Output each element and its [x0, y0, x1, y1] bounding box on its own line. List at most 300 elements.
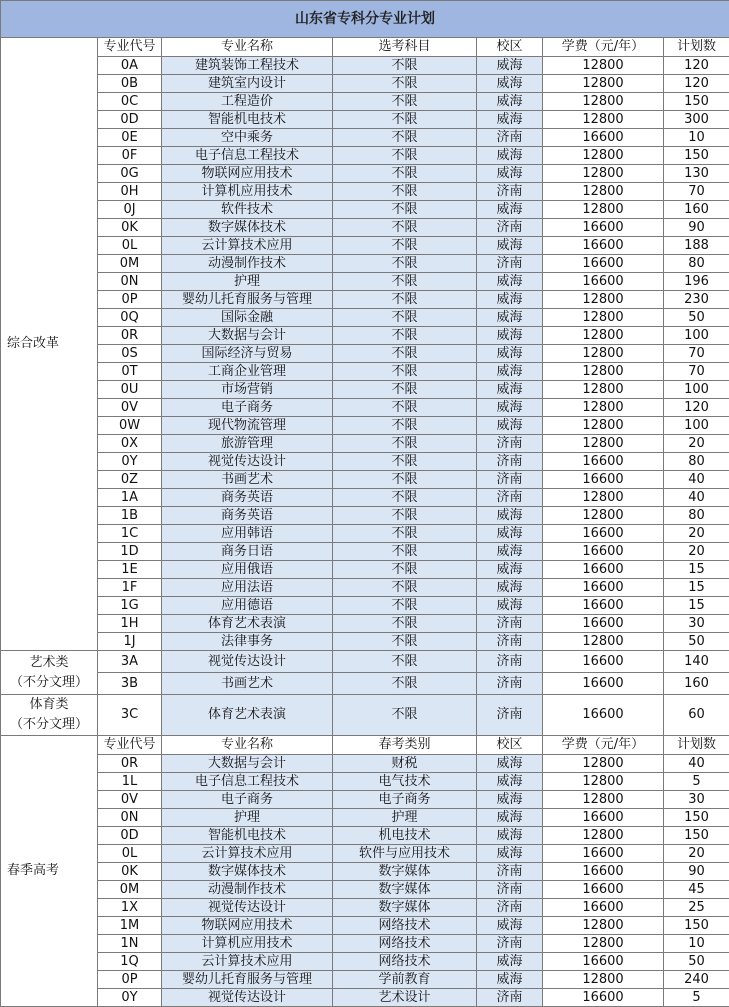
tuition: 12800 [543, 93, 664, 111]
major-name: 商务英语 [162, 489, 333, 507]
subject: 不限 [333, 695, 477, 736]
plan-count: 160 [664, 201, 729, 219]
major-name: 工商企业管理 [162, 363, 333, 381]
group-sport [1, 695, 98, 736]
plan-count: 150 [664, 809, 729, 827]
table-row [1, 345, 729, 363]
major-name: 应用俄语 [162, 561, 333, 579]
subject: 电气技术 [333, 773, 477, 791]
major-name: 电子信息工程技术 [162, 773, 333, 791]
table-row [1, 147, 729, 165]
major-code: 0S [98, 345, 162, 363]
major-code: 1F [98, 579, 162, 597]
major-code: 0B [98, 75, 162, 93]
plan-count: 5 [664, 989, 729, 1007]
table-row [1, 507, 729, 525]
major-code: 0R [98, 755, 162, 773]
table-row [1, 381, 729, 399]
table-row [1, 111, 729, 129]
tuition: 16600 [543, 809, 664, 827]
table-row [1, 543, 729, 561]
group-spring [1, 736, 98, 1007]
subject: 不限 [333, 525, 477, 543]
major-name: 国际金融 [162, 309, 333, 327]
plan-count: 5 [664, 773, 729, 791]
table-row [1, 453, 729, 471]
subject: 不限 [333, 111, 477, 129]
major-code: 0K [98, 863, 162, 881]
tuition: 12800 [543, 399, 664, 417]
major-code: 0C [98, 93, 162, 111]
major-code: 0L [98, 237, 162, 255]
major-name: 体育艺术表演 [162, 615, 333, 633]
tuition: 12800 [543, 183, 664, 201]
plan-count: 10 [664, 129, 729, 147]
tuition: 12800 [543, 363, 664, 381]
table-row [1, 773, 729, 791]
plan-count: 80 [664, 507, 729, 525]
plan-count: 240 [664, 971, 729, 989]
major-name: 电子信息工程技术 [162, 147, 333, 165]
table-row [1, 651, 729, 673]
tuition: 12800 [543, 917, 664, 935]
plan-count: 15 [664, 579, 729, 597]
subject: 数字媒体 [333, 881, 477, 899]
subject: 不限 [333, 183, 477, 201]
major-name: 云计算技术应用 [162, 237, 333, 255]
subject: 不限 [333, 273, 477, 291]
tuition: 16600 [543, 471, 664, 489]
tuition: 16600 [543, 543, 664, 561]
subject: 不限 [333, 435, 477, 453]
tuition: 12800 [543, 971, 664, 989]
plan-count: 15 [664, 597, 729, 615]
campus: 威海 [477, 381, 543, 399]
plan-count: 70 [664, 183, 729, 201]
subject: 不限 [333, 93, 477, 111]
table-row [1, 917, 729, 935]
major-code: 0D [98, 827, 162, 845]
major-name: 护理 [162, 273, 333, 291]
table-row [1, 633, 729, 651]
table-row [1, 327, 729, 345]
column-header: 学费（元/年） [543, 38, 664, 57]
campus: 济南 [477, 989, 543, 1007]
table-row [1, 489, 729, 507]
plan-count: 140 [664, 651, 729, 673]
tuition: 16600 [543, 255, 664, 273]
major-name: 物联网应用技术 [162, 917, 333, 935]
major-code: 0M [98, 881, 162, 899]
major-code: 0K [98, 219, 162, 237]
campus: 济南 [477, 863, 543, 881]
table-row [1, 57, 729, 75]
tuition: 12800 [543, 291, 664, 309]
subject: 不限 [333, 255, 477, 273]
tuition: 12800 [543, 417, 664, 435]
campus: 济南 [477, 129, 543, 147]
table-row [1, 827, 729, 845]
campus: 济南 [477, 633, 543, 651]
major-code: 1G [98, 597, 162, 615]
plan-count: 25 [664, 899, 729, 917]
major-name: 软件技术 [162, 201, 333, 219]
major-name: 市场营销 [162, 381, 333, 399]
column-header: 计划数 [664, 736, 729, 755]
tuition: 12800 [543, 111, 664, 129]
tuition: 12800 [543, 489, 664, 507]
table-row [1, 219, 729, 237]
subject: 数字媒体 [333, 899, 477, 917]
major-name: 物联网应用技术 [162, 165, 333, 183]
campus: 威海 [477, 597, 543, 615]
table-row [1, 363, 729, 381]
major-name: 书画艺术 [162, 471, 333, 489]
major-name: 法律事务 [162, 633, 333, 651]
major-name: 数字媒体技术 [162, 863, 333, 881]
table-row [1, 129, 729, 147]
campus: 济南 [477, 935, 543, 953]
plan-count: 70 [664, 363, 729, 381]
tuition: 16600 [543, 273, 664, 291]
tuition: 12800 [543, 345, 664, 363]
plan-count: 70 [664, 345, 729, 363]
major-code: 0T [98, 363, 162, 381]
campus: 济南 [477, 435, 543, 453]
campus: 济南 [477, 899, 543, 917]
plan-count: 20 [664, 845, 729, 863]
table-row [1, 273, 729, 291]
tuition: 16600 [543, 845, 664, 863]
tuition: 12800 [543, 435, 664, 453]
major-code: 3B [98, 673, 162, 695]
table-row [1, 953, 729, 971]
tuition: 16600 [543, 219, 664, 237]
plan-count: 230 [664, 291, 729, 309]
plan-count: 60 [664, 695, 729, 736]
tuition: 12800 [543, 309, 664, 327]
major-code: 1B [98, 507, 162, 525]
major-code: 0Q [98, 309, 162, 327]
tuition: 16600 [543, 525, 664, 543]
group-art-label: 艺术类 [1, 653, 97, 673]
plan-count: 150 [664, 917, 729, 935]
subject: 不限 [333, 327, 477, 345]
campus: 威海 [477, 507, 543, 525]
tuition: 16600 [543, 579, 664, 597]
tuition: 16600 [543, 453, 664, 471]
subject: 软件与应用技术 [333, 845, 477, 863]
campus: 威海 [477, 773, 543, 791]
subject: 数字媒体 [333, 863, 477, 881]
tuition: 12800 [543, 507, 664, 525]
major-name: 视觉传达设计 [162, 651, 333, 673]
tuition: 12800 [543, 633, 664, 651]
table-row [1, 399, 729, 417]
major-name: 大数据与会计 [162, 327, 333, 345]
tuition: 12800 [543, 165, 664, 183]
major-name: 视觉传达设计 [162, 989, 333, 1007]
major-code: 0A [98, 57, 162, 75]
major-name: 旅游管理 [162, 435, 333, 453]
tuition: 12800 [543, 773, 664, 791]
tuition: 12800 [543, 755, 664, 773]
column-header: 春考类别 [333, 736, 477, 755]
campus: 威海 [477, 111, 543, 129]
tuition: 16600 [543, 863, 664, 881]
column-header: 专业代号 [98, 38, 162, 57]
major-name: 电子商务 [162, 399, 333, 417]
campus: 济南 [477, 489, 543, 507]
subject: 不限 [333, 381, 477, 399]
campus: 威海 [477, 917, 543, 935]
subject: 不限 [333, 673, 477, 695]
tuition: 12800 [543, 791, 664, 809]
major-name: 智能机电技术 [162, 111, 333, 129]
subject: 艺术设计 [333, 989, 477, 1007]
table-row [1, 845, 729, 863]
major-name: 婴幼儿托育服务与管理 [162, 971, 333, 989]
column-header: 专业名称 [162, 736, 333, 755]
plan-count: 120 [664, 75, 729, 93]
title-row [1, 1, 729, 38]
major-name: 计算机应用技术 [162, 183, 333, 201]
table-row [1, 755, 729, 773]
major-code: 0P [98, 291, 162, 309]
tuition: 16600 [543, 881, 664, 899]
major-name: 空中乘务 [162, 129, 333, 147]
campus: 威海 [477, 165, 543, 183]
subject: 不限 [333, 507, 477, 525]
major-name: 计算机应用技术 [162, 935, 333, 953]
subject: 不限 [333, 651, 477, 673]
major-name: 应用德语 [162, 597, 333, 615]
major-code: 1C [98, 525, 162, 543]
tuition: 16600 [543, 989, 664, 1007]
column-header: 选考科目 [333, 38, 477, 57]
major-name: 视觉传达设计 [162, 899, 333, 917]
group-sport-label: 体育类 [1, 695, 97, 715]
plan-count: 10 [664, 935, 729, 953]
major-code: 1A [98, 489, 162, 507]
plan-count: 130 [664, 165, 729, 183]
major-name: 工程造价 [162, 93, 333, 111]
subject: 不限 [333, 201, 477, 219]
table-row [1, 673, 729, 695]
campus: 威海 [477, 93, 543, 111]
subject: 学前教育 [333, 971, 477, 989]
plan-count: 50 [664, 953, 729, 971]
major-code: 0V [98, 791, 162, 809]
major-code: 1D [98, 543, 162, 561]
table-row [1, 237, 729, 255]
campus: 济南 [477, 695, 543, 736]
campus: 济南 [477, 673, 543, 695]
tuition: 16600 [543, 561, 664, 579]
header-row [1, 736, 729, 755]
subject: 不限 [333, 147, 477, 165]
plan-count: 20 [664, 435, 729, 453]
plan-count: 150 [664, 93, 729, 111]
campus: 威海 [477, 971, 543, 989]
table-row [1, 597, 729, 615]
major-code: 0X [98, 435, 162, 453]
campus: 威海 [477, 147, 543, 165]
major-name: 建筑装饰工程技术 [162, 57, 333, 75]
plan-count: 150 [664, 827, 729, 845]
subject: 不限 [333, 399, 477, 417]
subject: 不限 [333, 291, 477, 309]
table-row [1, 615, 729, 633]
tuition: 16600 [543, 597, 664, 615]
tuition: 12800 [543, 381, 664, 399]
campus: 威海 [477, 309, 543, 327]
major-code: 1X [98, 899, 162, 917]
campus: 威海 [477, 525, 543, 543]
group-art-label: （不分文理） [1, 673, 97, 693]
column-header: 校区 [477, 38, 543, 57]
major-code: 0F [98, 147, 162, 165]
plan-count: 80 [664, 453, 729, 471]
major-code: 0L [98, 845, 162, 863]
major-code: 0R [98, 327, 162, 345]
subject: 不限 [333, 471, 477, 489]
table-row [1, 863, 729, 881]
plan-count: 196 [664, 273, 729, 291]
major-code: 0P [98, 971, 162, 989]
table-row [1, 291, 729, 309]
plan-count: 100 [664, 327, 729, 345]
campus: 威海 [477, 755, 543, 773]
campus: 济南 [477, 453, 543, 471]
subject: 网络技术 [333, 935, 477, 953]
tuition: 12800 [543, 147, 664, 165]
column-header: 专业名称 [162, 38, 333, 57]
major-code: 0E [98, 129, 162, 147]
column-header: 计划数 [664, 38, 729, 57]
major-name: 动漫制作技术 [162, 881, 333, 899]
major-code: 0N [98, 809, 162, 827]
major-name: 大数据与会计 [162, 755, 333, 773]
table-row [1, 881, 729, 899]
major-code: 0Y [98, 989, 162, 1007]
major-name: 国际经济与贸易 [162, 345, 333, 363]
major-name: 护理 [162, 809, 333, 827]
campus: 济南 [477, 881, 543, 899]
campus: 威海 [477, 561, 543, 579]
subject: 不限 [333, 579, 477, 597]
campus: 威海 [477, 273, 543, 291]
plan-count: 50 [664, 633, 729, 651]
subject: 不限 [333, 237, 477, 255]
major-code: 0D [98, 111, 162, 129]
major-code: 0M [98, 255, 162, 273]
subject: 网络技术 [333, 917, 477, 935]
subject: 不限 [333, 453, 477, 471]
plan-count: 90 [664, 863, 729, 881]
subject: 不限 [333, 309, 477, 327]
subject: 不限 [333, 129, 477, 147]
major-name: 婴幼儿托育服务与管理 [162, 291, 333, 309]
major-name: 数字媒体技术 [162, 219, 333, 237]
major-name: 电子商务 [162, 791, 333, 809]
major-code: 0W [98, 417, 162, 435]
tuition: 16600 [543, 129, 664, 147]
table-row [1, 989, 729, 1007]
table-row [1, 971, 729, 989]
major-code: 1Q [98, 953, 162, 971]
campus: 威海 [477, 417, 543, 435]
plan-count: 15 [664, 561, 729, 579]
tuition: 12800 [543, 327, 664, 345]
tuition: 16600 [543, 615, 664, 633]
major-code: 0J [98, 201, 162, 219]
major-name: 云计算技术应用 [162, 953, 333, 971]
plan-count: 80 [664, 255, 729, 273]
campus: 威海 [477, 845, 543, 863]
campus: 济南 [477, 255, 543, 273]
group-comprehensive [1, 38, 98, 651]
subject: 不限 [333, 219, 477, 237]
table-row [1, 695, 729, 736]
major-code: 0V [98, 399, 162, 417]
table-row [1, 435, 729, 453]
major-name: 应用韩语 [162, 525, 333, 543]
tuition: 16600 [543, 237, 664, 255]
plan-count: 30 [664, 615, 729, 633]
campus: 威海 [477, 201, 543, 219]
plan-count: 120 [664, 399, 729, 417]
campus: 济南 [477, 471, 543, 489]
subject: 财税 [333, 755, 477, 773]
subject: 不限 [333, 597, 477, 615]
table-row [1, 255, 729, 273]
plan-count: 40 [664, 489, 729, 507]
subject: 不限 [333, 489, 477, 507]
major-code: 3C [98, 695, 162, 736]
plan-count: 120 [664, 57, 729, 75]
group-spring-label: 春季高考 [7, 861, 97, 881]
group-sport-label: （不分文理） [1, 715, 97, 735]
table-row [1, 471, 729, 489]
table-row [1, 935, 729, 953]
table-row [1, 183, 729, 201]
major-code: 0N [98, 273, 162, 291]
table-row [1, 525, 729, 543]
table-row [1, 201, 729, 219]
subject: 电子商务 [333, 791, 477, 809]
table-row [1, 165, 729, 183]
header-row [1, 38, 729, 57]
group-art [1, 651, 98, 695]
tuition: 16600 [543, 953, 664, 971]
campus: 威海 [477, 57, 543, 75]
major-name: 视觉传达设计 [162, 453, 333, 471]
campus: 威海 [477, 827, 543, 845]
major-name: 动漫制作技术 [162, 255, 333, 273]
major-code: 1M [98, 917, 162, 935]
column-header: 校区 [477, 736, 543, 755]
major-name: 智能机电技术 [162, 827, 333, 845]
tuition: 12800 [543, 201, 664, 219]
campus: 威海 [477, 291, 543, 309]
campus: 威海 [477, 791, 543, 809]
plan-count: 40 [664, 755, 729, 773]
campus: 威海 [477, 809, 543, 827]
major-code: 0H [98, 183, 162, 201]
tuition: 12800 [543, 827, 664, 845]
subject: 不限 [333, 543, 477, 561]
